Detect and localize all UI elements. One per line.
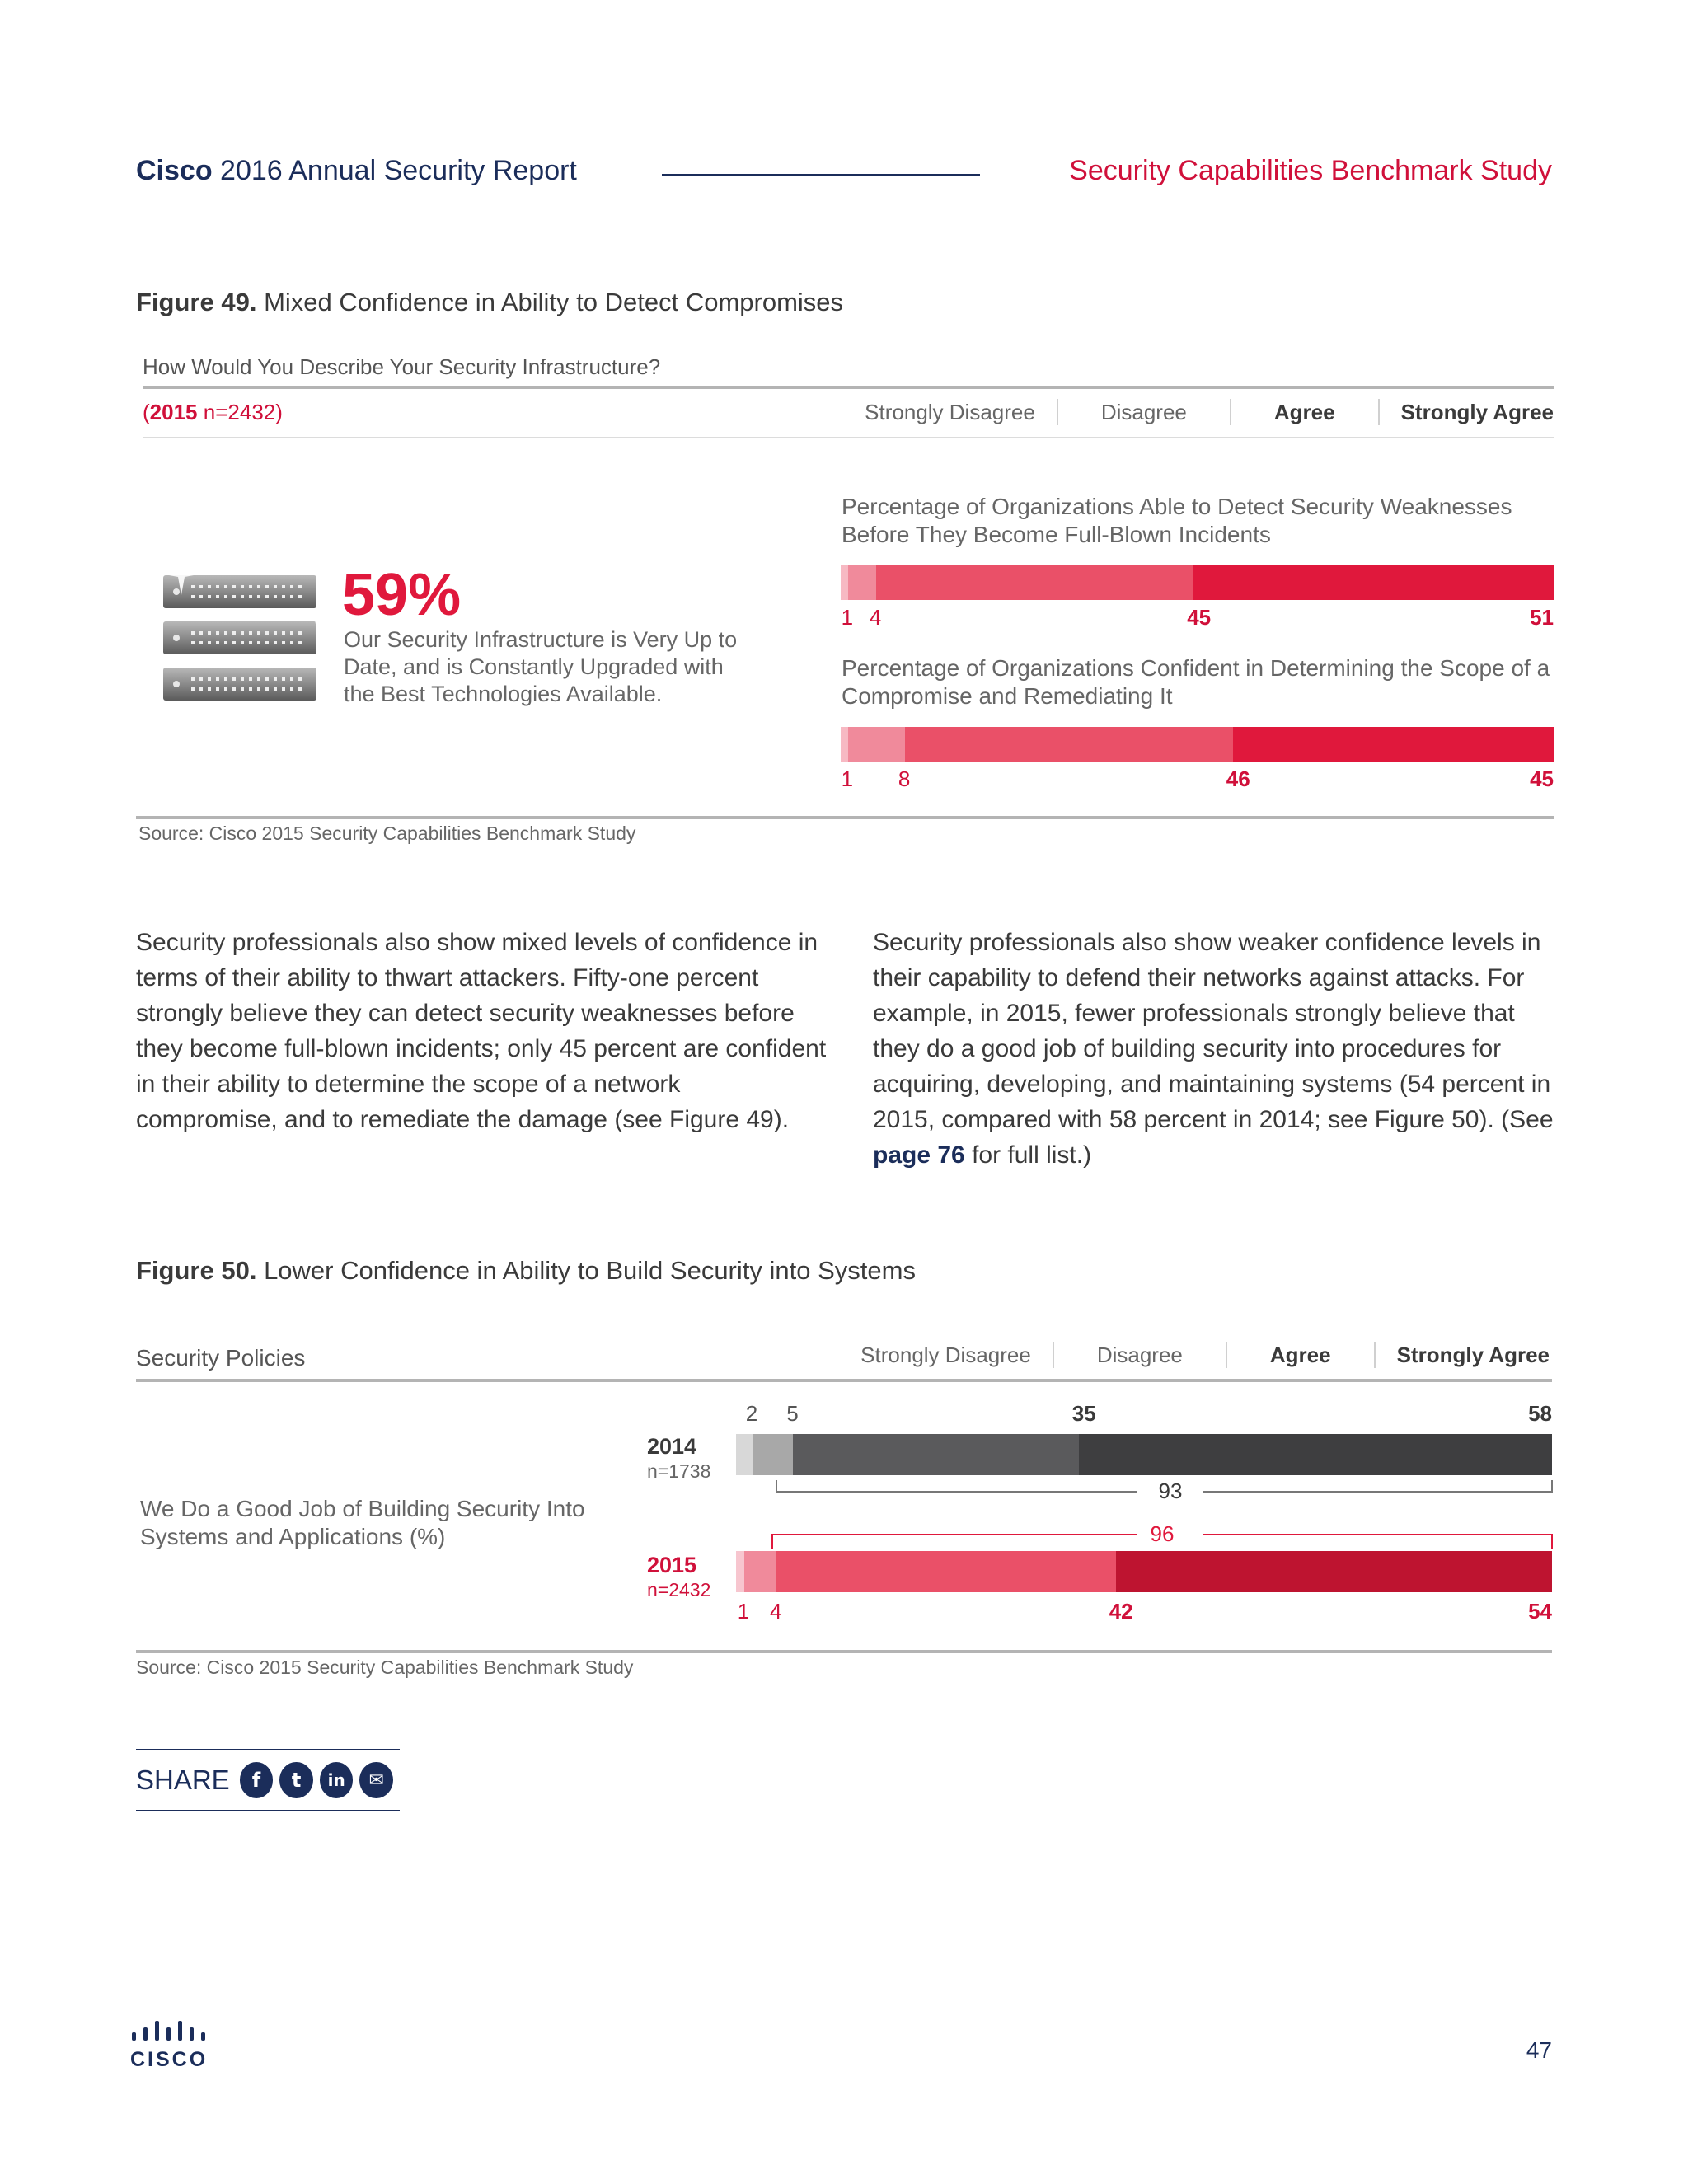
facebook-icon[interactable]: f <box>240 1762 274 1798</box>
bar-value-label: 45 <box>1187 605 1212 630</box>
figure50-header-rule <box>136 1379 1552 1382</box>
sample-paren: ( <box>143 400 150 424</box>
legend50-strongly-agree: Strongly Agree <box>1396 1342 1550 1367</box>
bar2015-stack <box>736 1551 1552 1592</box>
figure49-source: Source: Cisco 2015 Security Capabilities Benchmark Study <box>138 823 636 844</box>
sample-year: 2015 <box>149 400 198 424</box>
bar-value-label: 51 <box>1530 605 1554 630</box>
bar-value-label: 5 <box>786 1401 799 1426</box>
bar-value-label: 2 <box>745 1401 758 1426</box>
bar-segment-0 <box>736 1551 744 1592</box>
bar-segment-3 <box>1116 1551 1552 1592</box>
bar2014-labels <box>736 1401 1552 1431</box>
bar-value-label: 4 <box>869 605 882 630</box>
figure49-bottom-rule <box>136 816 1554 819</box>
figure49-legend-rule <box>143 437 1554 438</box>
share-label: SHARE <box>136 1765 230 1795</box>
bar-value-label: 4 <box>770 1599 782 1624</box>
n-2014: n=1738 <box>647 1460 711 1482</box>
bar1-stack <box>841 565 1554 600</box>
figure49-legend <box>865 399 1554 425</box>
linkedin-icon[interactable]: in <box>320 1762 354 1798</box>
bar1-labels <box>841 605 1554 633</box>
legend-strongly-disagree: Strongly Disagree <box>865 399 1035 424</box>
bar-value-label: 58 <box>1528 1401 1552 1426</box>
legend-strongly-agree: Strongly Agree <box>1400 399 1554 424</box>
bar-segment-1 <box>848 565 876 600</box>
share-bar <box>136 1749 400 1811</box>
figure50-bottom-rule <box>136 1650 1552 1653</box>
header-section: Security Capabilities Benchmark Study <box>1069 155 1552 186</box>
body-left-paragraph: Security professionals also show mixed levels of confidence in terms of their ability to thwart attackers. Fifty-one percent strongly believe they can detect security weaknesses before they become full-blown incidents; only 45 percent are confident in their ability to determine the scope of a network compromise, and to remediate the damage (see Figure 49). <box>136 929 827 1133</box>
cisco-logo <box>130 2021 218 2072</box>
bar-value-label: 1 <box>737 1599 750 1624</box>
bar2014-stack <box>736 1434 1552 1475</box>
body-right-paragraph <box>873 925 1557 1173</box>
figure50-title-text: Lower Confidence in Ability to Build Security into Systems <box>264 1256 916 1285</box>
email-icon[interactable]: ✉ <box>359 1762 393 1798</box>
bar-value-label: 35 <box>1071 1401 1096 1426</box>
bar-segment-2 <box>793 1434 1079 1475</box>
bar-segment-0 <box>841 727 848 762</box>
figure49-title-text: Mixed Confidence in Ability to Detect Compromises <box>264 288 844 316</box>
bar-segment-2 <box>776 1551 1116 1592</box>
bar-segment-2 <box>905 727 1233 762</box>
highlight-percent: 59% <box>342 562 462 628</box>
server-rack-icon <box>148 552 330 717</box>
highlight-description: Our Security Infrastructure is Very Up to Date, and is Constantly Upgraded with the Best Technologies Available. <box>344 627 738 706</box>
bar-segment-0 <box>841 565 848 600</box>
bar-segment-3 <box>1079 1434 1552 1475</box>
legend50-agree: Agree <box>1269 1342 1331 1367</box>
header-title <box>136 155 577 187</box>
bar-segment-2 <box>876 565 1193 600</box>
figure49-header-rule <box>143 386 1554 389</box>
body-right-text: Security professionals also show weaker confidence levels in their capability to defend their networks against attacks. For example, in 2015, fewer professionals strongly believe that they do a good job of building security into procedures for acquiring, developing, and maintaining systems (54 percent in 2015, compared with 58 percent in 2014; see Figure 50). (See <box>873 929 1554 1133</box>
year-2015: 2015 <box>647 1553 697 1577</box>
bar-value-label: 45 <box>1530 766 1554 791</box>
legend50-disagree: Disagree <box>1096 1342 1183 1367</box>
cisco-wordmark: CISCO <box>130 2048 209 2071</box>
bar2-stack <box>841 727 1554 762</box>
bar2-title: Percentage of Organizations Confident in Determining the Scope of a Compromise and Remediating It <box>842 655 1550 709</box>
figure49-label: Figure 49. <box>136 288 257 316</box>
figure49-title <box>136 288 843 317</box>
bar-segment-1 <box>753 1434 794 1475</box>
bar-value-label: 1 <box>841 605 854 630</box>
bar-segment-1 <box>744 1551 776 1592</box>
bar-segment-0 <box>736 1434 753 1475</box>
figure50-row-label: We Do a Good Job of Building Security Into Systems and Applications (%) <box>140 1496 585 1549</box>
bar-value-label: 46 <box>1226 766 1250 791</box>
total-2014: 93 <box>1158 1479 1183 1503</box>
figure50-title <box>136 1256 916 1286</box>
legend50-strongly-disagree: Strongly Disagree <box>860 1342 1031 1367</box>
bar2015-labels <box>736 1599 1552 1629</box>
bar-value-label: 54 <box>1528 1599 1552 1624</box>
twitter-icon[interactable]: t <box>279 1762 313 1798</box>
bar-value-label: 8 <box>898 766 911 791</box>
figure50-legend <box>860 1342 1550 1368</box>
cisco-bridge-icon <box>130 2021 218 2046</box>
figure50-label: Figure 50. <box>136 1256 257 1285</box>
sample-n: n=2432) <box>203 400 283 424</box>
figure49-sample <box>143 400 283 425</box>
header-divider <box>662 174 980 176</box>
bar2-labels <box>841 766 1554 794</box>
total-2015: 96 <box>1150 1521 1175 1546</box>
bar-segment-3 <box>1233 727 1554 762</box>
figure50-heading: Security Policies <box>136 1345 306 1371</box>
page-76-link[interactable]: page 76 <box>873 1141 965 1169</box>
bar-value-label: 1 <box>841 766 854 791</box>
legend-disagree: Disagree <box>1100 399 1187 424</box>
bar-segment-3 <box>1193 565 1554 600</box>
legend-agree: Agree <box>1273 399 1335 424</box>
bar1-title: Percentage of Organizations Able to Detect Security Weaknesses Before They Become Full-Blown Incidents <box>842 494 1512 547</box>
bar-value-label: 42 <box>1109 1599 1133 1624</box>
year-2014: 2014 <box>647 1434 697 1459</box>
n-2015: n=2432 <box>647 1579 711 1601</box>
header-report: 2016 Annual Security Report <box>220 155 577 186</box>
page-number: 47 <box>1526 2037 1552 2063</box>
bar-segment-1 <box>848 727 905 762</box>
figure49-question: How Would You Describe Your Security Infrastructure? <box>143 354 661 379</box>
figure50-source: Source: Cisco 2015 Security Capabilities Benchmark Study <box>136 1657 634 1678</box>
header-brand: Cisco <box>136 155 213 186</box>
body-right-tail: for full list.) <box>964 1141 1092 1169</box>
